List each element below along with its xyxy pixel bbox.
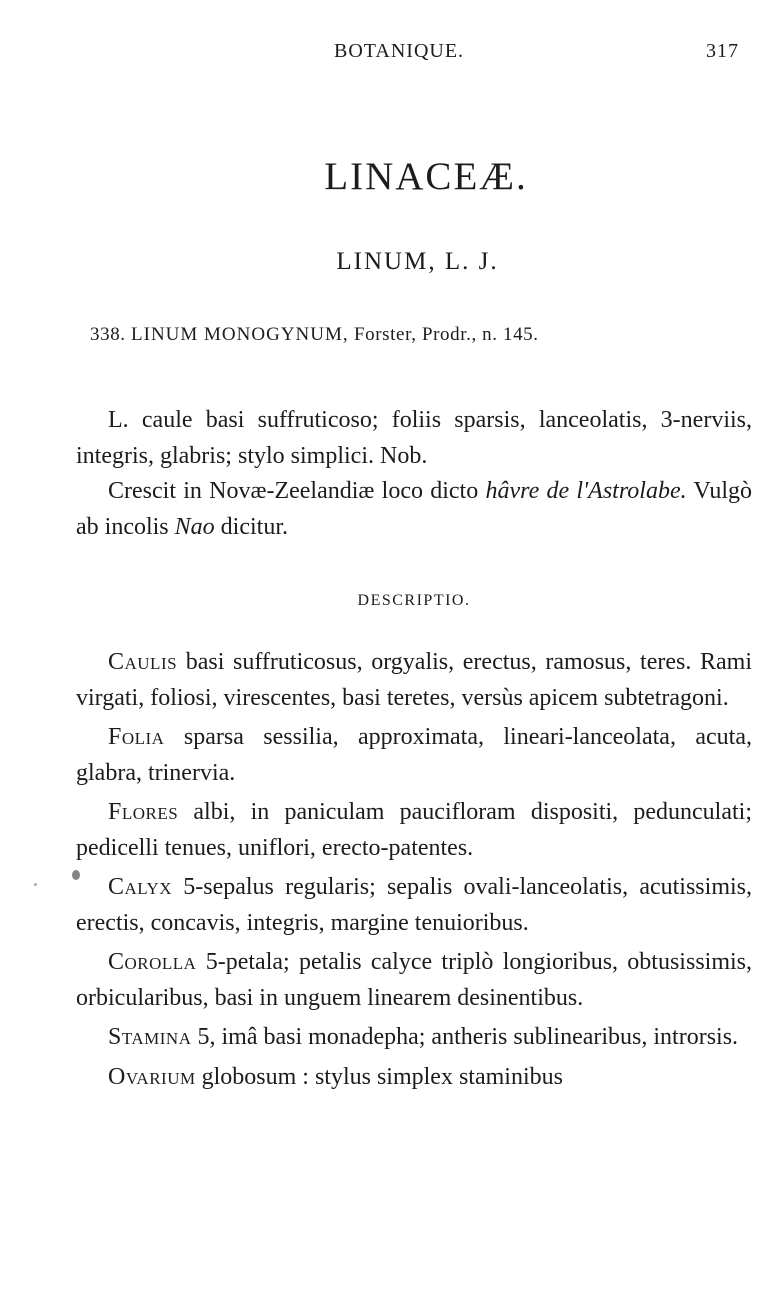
habitat-place: hâvre de l'Astrolabe. <box>485 478 687 504</box>
description-text: 5, imâ basi monadepha; antheris sublinearibus, introrsis. <box>197 1024 739 1050</box>
description-text: 5-petala; petalis calyce triplò longioribus, obtusissimis, orbicularibus, basi in unguem linearem desinentibus. <box>76 949 752 1011</box>
description-text: basi suffruticosus, orgyalis, erectus, ramosus, teres. Rami virgati, foliosi, virescentes, basi teretes, versùs apicem subtetragoni. <box>76 649 752 711</box>
description-term: Flores <box>108 799 179 825</box>
description-term: Caulis <box>108 649 178 675</box>
genus-heading: LINUM, L. J. <box>336 248 499 275</box>
running-title: BOTANIQUE. <box>334 40 465 62</box>
diagnosis <box>76 403 752 545</box>
description-heading: DESCRIPTIO. <box>357 592 471 609</box>
species-heading <box>90 324 752 346</box>
habitat-end: dicitur. <box>220 513 288 540</box>
description-paragraph <box>76 1020 752 1056</box>
description-paragraph <box>76 720 752 791</box>
description-paragraph <box>76 945 752 1016</box>
running-head <box>0 40 780 70</box>
diagnosis-text: L. caule basi suffruticoso; foliis sparsis, lanceolatis, 3-nerviis, integris, glabris; stylo simplici. Nob. <box>76 407 752 469</box>
habitat-paragraph <box>76 474 752 545</box>
habitat-before: Crescit in Novæ-Zeelandiæ loco dicto <box>108 478 479 504</box>
description-term: Corolla <box>108 949 197 975</box>
description-paragraph <box>76 870 752 941</box>
ink-blot <box>72 870 80 880</box>
description-text: globosum : stylus simplex staminibus <box>201 1063 563 1090</box>
description-text: albi, in paniculam paucifloram dispositi, pedunculati; pedicelli tenues, uniflori, erecto-patentes. <box>76 799 753 861</box>
paper-speck <box>34 883 37 886</box>
description-paragraph <box>76 645 752 716</box>
description-term: Folia <box>108 724 165 750</box>
family-heading: LINACEÆ. <box>324 155 528 198</box>
description-paragraph <box>76 1060 752 1096</box>
species-number: 338. <box>90 324 126 345</box>
description-term: Calyx <box>108 874 173 900</box>
species-name: LINUM MONOGYNUM, <box>131 324 349 345</box>
description-text: 5-sepalus regularis; sepalis ovali-lanceolatis, acutissimis, erectis, concavis, integris, margine tenuioribus. <box>76 874 752 936</box>
page-number: 317 <box>706 40 739 62</box>
native-name: Nao <box>174 513 215 540</box>
description-term: Stamina <box>108 1024 192 1050</box>
habitat-after: Vulgò ab incolis <box>76 478 752 540</box>
species-citation: Forster, Prodr., n. 145. <box>353 324 539 345</box>
description-section <box>76 645 752 1099</box>
description-text: sparsa sessilia, approximata, lineari-lanceolata, acuta, glabra, trinervia. <box>76 724 752 786</box>
description-term: Ovarium <box>108 1063 196 1090</box>
description-paragraph <box>76 795 752 866</box>
